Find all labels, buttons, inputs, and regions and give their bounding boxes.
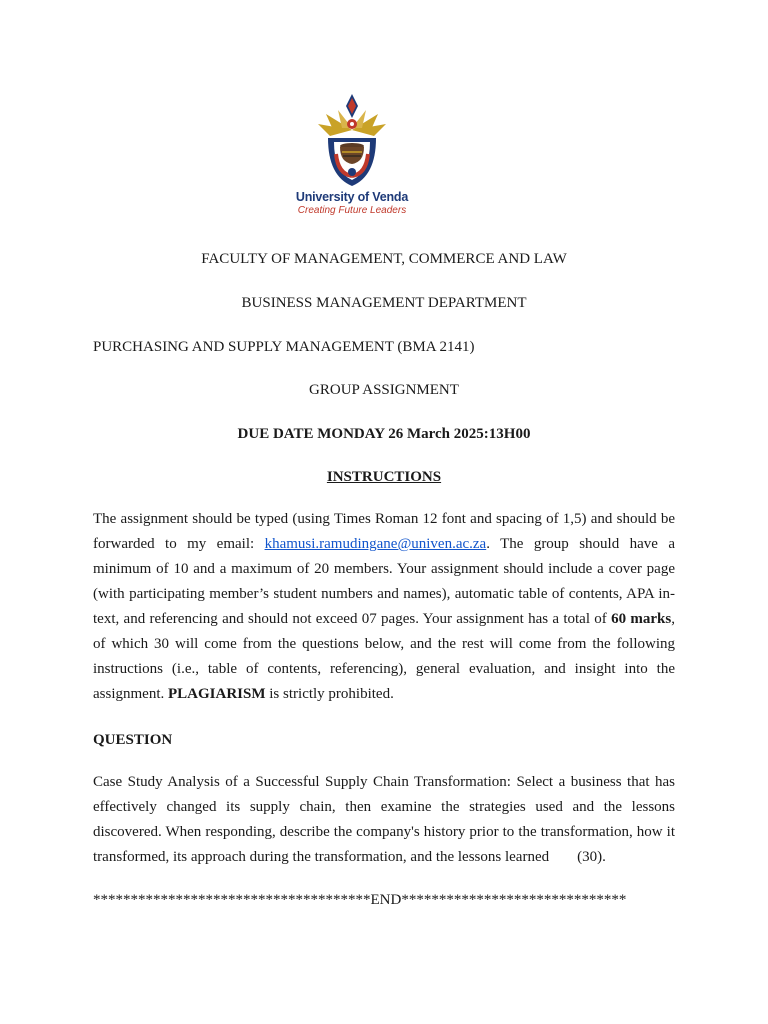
due-date: DUE DATE MONDAY 26 March 2025:13H00 bbox=[237, 426, 531, 442]
question-heading: QUESTION bbox=[93, 732, 173, 748]
instructions-text-1: The assignment should be typed (using Times Roman 12 font and spacing of 1,5) and should be forwarded to my email: bbox=[93, 511, 675, 552]
assignment-type: GROUP ASSIGNMENT bbox=[309, 382, 459, 398]
question-paragraph bbox=[93, 770, 675, 870]
instructions-text-4: is strictly prohibited. bbox=[265, 686, 394, 702]
university-name: University of Venda bbox=[295, 190, 409, 204]
email-link[interactable]: khamusi.ramudingane@univen.ac.za bbox=[264, 536, 487, 552]
instructions-heading: INSTRUCTIONS bbox=[326, 469, 442, 485]
university-tagline: Creating Future Leaders bbox=[297, 205, 407, 216]
instructions-text-2: . The group should have a minimum of 10 and a maximum of 20 members. Your assignment should include a cover page (with participating member’s student numbers and names), automatic table of contents, APA in-text, and referencing and should not exceed 07 pages. Your assignment has a total of bbox=[93, 536, 675, 627]
university-crest-icon bbox=[312, 92, 392, 190]
question-marks: (30). bbox=[577, 849, 606, 865]
end-marker: *************************************END****************************** bbox=[93, 892, 627, 908]
module-title: PURCHASING AND SUPPLY MANAGEMENT (BMA 2141) bbox=[93, 339, 475, 355]
department-title: BUSINESS MANAGEMENT DEPARTMENT bbox=[241, 295, 527, 311]
total-marks: 60 marks bbox=[611, 611, 672, 627]
instructions-text-3: , of which 30 will come from the questions below, and the rest will come from the following instructions (i.e., table of contents, referencing), general evaluation, and insight into the assignment. bbox=[93, 611, 675, 702]
question-text: Case Study Analysis of a Successful Supply Chain Transformation: Select a business that has effectively changed its supply chain, then examine the strategies used and the lessons discovered. When responding, describe the company's history prior to the transformation, how it transformed, its approach during the transformation, and the lessons learned bbox=[93, 774, 675, 865]
plagiarism-warning: PLAGIARISM bbox=[168, 686, 266, 702]
instructions-paragraph bbox=[93, 507, 675, 707]
university-logo bbox=[282, 92, 422, 222]
faculty-title: FACULTY OF MANAGEMENT, COMMERCE AND LAW bbox=[201, 251, 567, 267]
